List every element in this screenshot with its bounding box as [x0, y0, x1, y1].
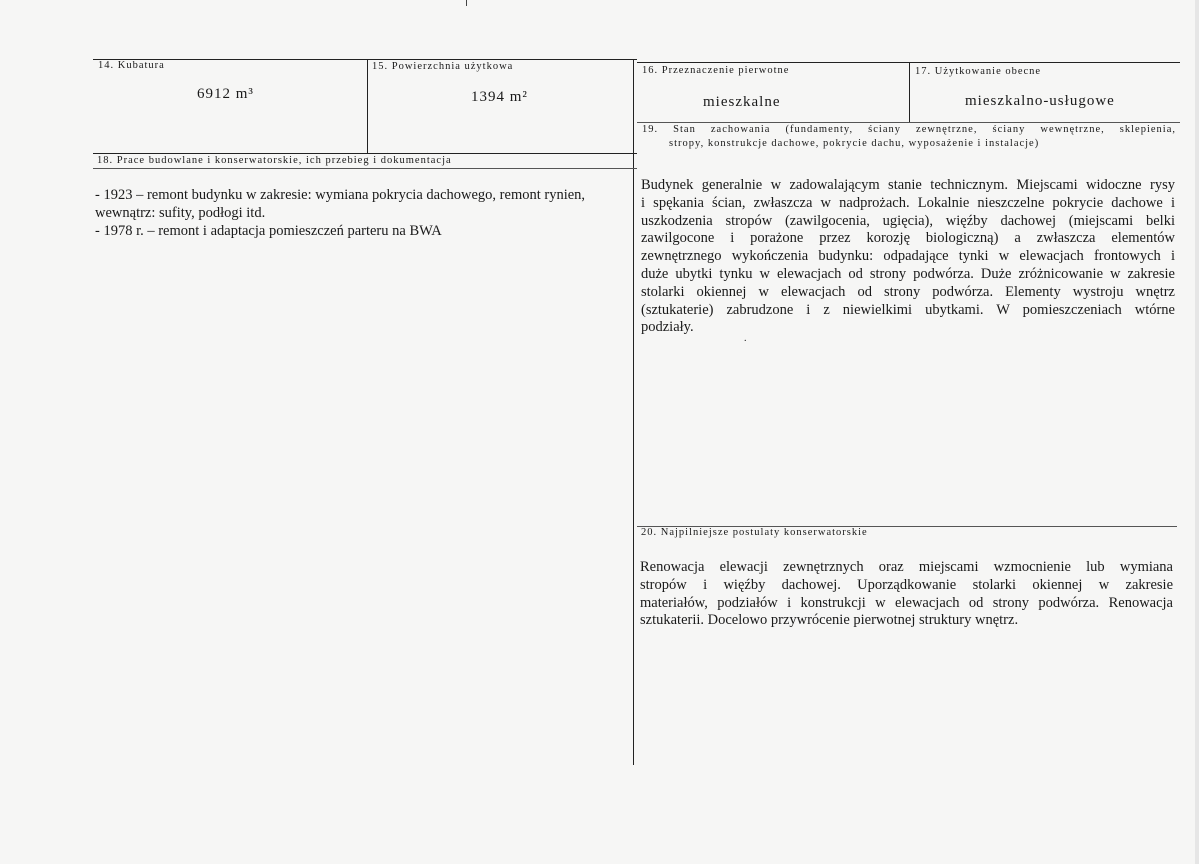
field-19-line: i spękania ścian, zwłaszcza w nadprożach. Lokalnie nieszczelne pokrycie dachowe i — [641, 194, 1175, 211]
field-18-text — [95, 187, 631, 240]
field-17-value: mieszkalno-usługowe — [965, 93, 1115, 109]
top-tick-mark — [466, 0, 467, 6]
field-19-line: podziały. — [641, 319, 694, 336]
field-19-line: uszkodzenia stropów (zawilgocenia, ugięcia), więźby dachowej (miejscami belki — [641, 212, 1175, 229]
divider-16-17 — [909, 62, 910, 122]
field-19-line: duże ubytki tynku w elewacjach od strony podwórza. Duże zróżnicowanie w zakresie — [641, 265, 1175, 282]
field-14-value: 6912 m³ — [197, 86, 254, 102]
field-19-line: zawilgocone i porażone przez korozję biologiczną) a zwłaszcza elementów — [641, 230, 1175, 247]
field-19-line: zewnętrznego wykończenia budynku: odpadające tynki w elewacjach frontowych i — [641, 248, 1175, 265]
rule-under-18-label — [93, 168, 637, 169]
divider-main — [633, 59, 634, 765]
stray-dot: . — [744, 333, 747, 344]
rule-above-18 — [93, 153, 637, 154]
field-20-text — [640, 559, 1173, 630]
field-20-line: Renowacja elewacji zewnętrznych oraz miejscami wzmocnienie lub wymiana — [640, 559, 1173, 575]
field-19-label-line1: 19. Stan zachowania (fundamenty, ściany zewnętrzne, ściany wewnętrzne, sklepienia, — [642, 124, 1176, 135]
field-15-label: 15. Powierzchnia użytkowa — [372, 61, 514, 72]
field-17-label: 17. Użytkowanie obecne — [915, 66, 1042, 77]
field-18-line: wewnątrz: sufity, podłogi itd. — [95, 204, 266, 221]
field-20-line: sztukaterii. Docelowo przywrócenie pierwotnej struktury wnętrz. — [640, 612, 1019, 629]
field-16-label: 16. Przeznaczenie pierwotne — [642, 65, 790, 76]
field-18-line: - 1978 r. – remont i adaptacja pomieszczeń parteru na BWA — [95, 222, 442, 239]
rule-top-left — [93, 59, 637, 60]
field-19-label-line2: stropy, konstrukcje dachowe, pokrycie dachu, wyposażenie i instalacje) — [669, 138, 1040, 149]
scan-edge — [1195, 0, 1199, 864]
field-18-label: 18. Prace budowlane i konserwatorskie, ich przebieg i dokumentacja — [97, 155, 452, 166]
field-19-text — [641, 177, 1175, 337]
divider-14-15 — [367, 59, 368, 154]
field-19-line: stolarki okiennej w elewacjach od strony podwórza. Elementy wystroju wnętrz — [641, 283, 1175, 300]
field-20-line: stropów i więźby dachowej. Uporządkowanie stolarki okiennej w zakresie — [640, 576, 1173, 593]
field-20-label: 20. Najpilniejsze postulaty konserwatorskie — [641, 527, 868, 538]
rule-above-19 — [637, 122, 1180, 123]
field-15-value: 1394 m² — [471, 89, 528, 105]
field-19-line: Budynek generalnie w zadowalającym stanie technicznym. Miejscami widoczne rysy — [641, 177, 1175, 193]
field-18-line: - 1923 – remont budynku w zakresie: wymiana pokrycia dachowego, remont rynien, — [95, 187, 586, 203]
field-20-line: materiałów, podziałów i konstrukcji w elewacjach od strony podwórza. Renowacja — [640, 594, 1173, 611]
field-19-line: (sztukaterie) zabrudzone i z niewielkimi ubytkami. W pomieszczeniach wtórne — [641, 301, 1175, 318]
field-16-value: mieszkalne — [703, 94, 781, 110]
field-14-label: 14. Kubatura — [98, 60, 165, 71]
